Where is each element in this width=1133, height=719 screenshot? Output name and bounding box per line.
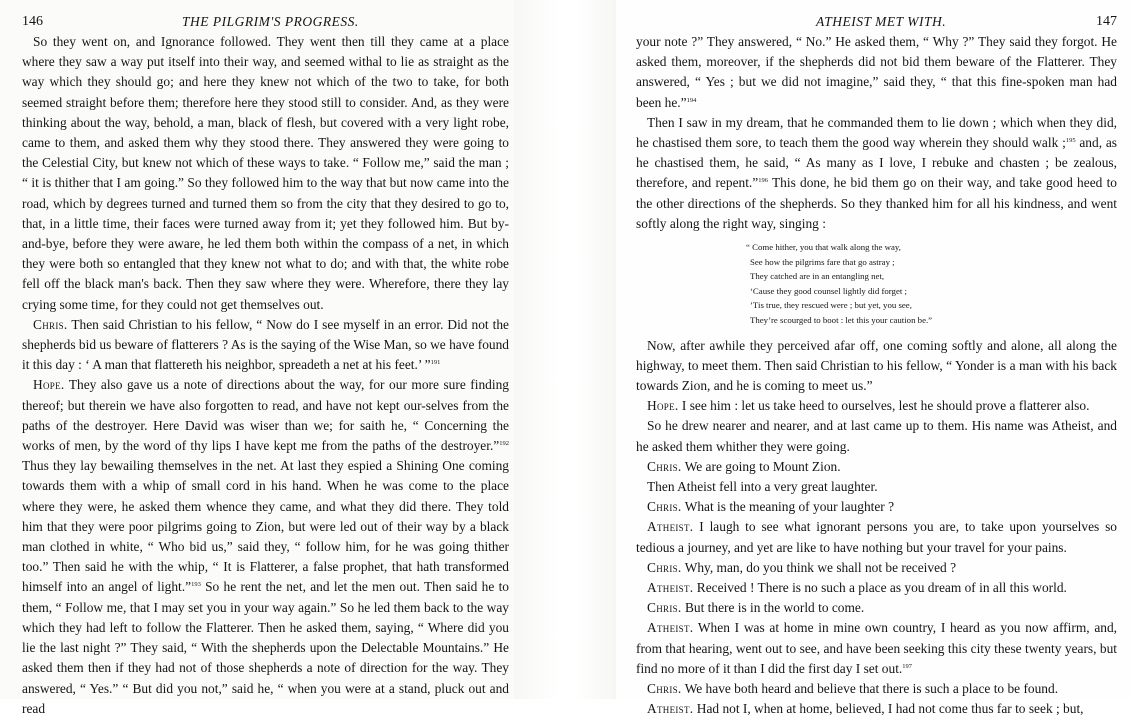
paragraph bbox=[22, 375, 509, 718]
paragraph-text: When I was at home in mine own country, I heard as you now affirm, and, from that hearing, went out to see, and have been seeking this city these twenty years, but find no more of it than I did the first day I set out. bbox=[636, 620, 1117, 676]
paragraph bbox=[636, 336, 1117, 397]
left-page bbox=[0, 0, 514, 716]
dialogue-line bbox=[636, 699, 1117, 719]
poem-line: “ Come hither, you that walk along the way, bbox=[746, 242, 901, 253]
paragraph bbox=[636, 113, 1117, 234]
book-gutter bbox=[514, 0, 616, 699]
paragraph-text: I see him : let us take heed to ourselves, lest he should prove a flatterer also. bbox=[681, 398, 1090, 414]
paragraph bbox=[636, 396, 1117, 416]
paragraph-text: Thus they lay bewailing themselves in the net. At last they espied a Shining One coming towards them with a whip of small cord in his hand. When he was come to the place where they were, he asked them whence they came, and what they did there. They told him that they were poor pilgrims going to Zion, but were led out of their way by a black man clothed in white, “ Who bid us,” said they, “ follow him, for he was going thither too.” Then said he with the whip, “ It is Flatterer, a false prophet, that hath transformed himself into an angel of light.” bbox=[22, 458, 509, 595]
speaker-label: Hope. bbox=[647, 398, 679, 414]
speaker-label: Chris. bbox=[647, 681, 682, 697]
speaker-label: Hope. bbox=[33, 377, 65, 393]
left-page-header bbox=[22, 0, 509, 32]
paragraph-text: Then said Christian to his fellow, “ Now do I see myself in an error. Did not the shepherds bid us beware of flatterers ? As is the saying of the Wise Man, so we have found it this day : ‘ A man that flattereth his neighbor, spreadeth a net at his feet.’ ” bbox=[22, 316, 509, 373]
dialogue-line bbox=[636, 558, 1117, 578]
speaker-label: Chris. bbox=[33, 316, 68, 332]
paragraph bbox=[22, 315, 509, 376]
footnote-ref: 197 bbox=[902, 662, 913, 670]
right-page-text bbox=[636, 32, 1117, 719]
speaker-label: Chris. bbox=[647, 499, 682, 515]
page-number: 146 bbox=[22, 14, 43, 29]
dialogue-line bbox=[636, 598, 1117, 618]
paragraph-text: Received ! There is no such a place as you dream of in all this world. bbox=[696, 580, 1067, 596]
dialogue-line bbox=[636, 679, 1117, 699]
dialogue-line bbox=[636, 497, 1117, 517]
footnote-ref: 191 bbox=[430, 359, 441, 367]
poem-line: See how the pilgrims fare that go astray ; bbox=[750, 256, 895, 267]
speaker-label: Atheist. bbox=[647, 620, 694, 636]
speaker-label: Chris. bbox=[647, 559, 682, 575]
speaker-label: Chris. bbox=[647, 600, 682, 616]
poem-line: ’Tis true, they rescued were ; but yet, you see, bbox=[750, 300, 912, 311]
paragraph bbox=[636, 32, 1117, 113]
paragraph-text: We are going to Mount Zion. bbox=[684, 458, 841, 474]
paragraph-text: your note ?” They answered, “ No.” He asked them, “ Why ?” They said they forgot. He asked them, moreover, if the shepherds did not bid them beware of the Flatterer. They answered, “ Yes ; but we did not imagine,” said they, “ that this fine-spoken man had been he.” bbox=[636, 34, 1117, 110]
running-head: ATHEIST MET WITH. bbox=[816, 14, 947, 29]
footnote-ref: 193 bbox=[191, 581, 201, 589]
poem bbox=[746, 240, 1117, 328]
speaker-label: Chris. bbox=[647, 458, 682, 474]
paragraph-text: Why, man, do you think we shall not be received ? bbox=[684, 559, 957, 575]
dialogue-line bbox=[636, 477, 1117, 497]
paragraph-text: But there is in the world to come. bbox=[684, 600, 865, 616]
page-number: 147 bbox=[1096, 14, 1117, 29]
paragraph-text: Now, after awhile they perceived afar off, one coming softly and alone, all along the highway, to meet them. Then said Christian to his fellow, “ Yonder is a man with his back towards Zion, and he is coming to meet us.” bbox=[636, 337, 1117, 393]
footnote-ref: 194 bbox=[686, 96, 697, 104]
footnote-ref: 192 bbox=[499, 440, 509, 448]
dialogue-line bbox=[636, 618, 1117, 679]
paragraph-text: Had not I, when at home, believed, I had not come thus far to seek ; but, bbox=[696, 701, 1084, 717]
right-page bbox=[616, 0, 1133, 717]
right-page-header bbox=[636, 0, 1117, 32]
poem-line: ‘Cause they good counsel lightly did forget ; bbox=[750, 285, 907, 296]
dialogue-line bbox=[636, 457, 1117, 477]
paragraph-text: Then I saw in my dream, that he commanded them to lie down ; which when they did, he chastised them sore, to teach them the good way wherein they should walk ; bbox=[636, 114, 1117, 151]
paragraph-text: So he drew nearer and nearer, and at last came up to them. His name was Atheist, and he asked them whither they were going. bbox=[636, 418, 1117, 454]
dialogue-line bbox=[636, 578, 1117, 598]
speaker-label: Atheist. bbox=[647, 701, 694, 717]
paragraph bbox=[22, 32, 509, 315]
left-page-text bbox=[22, 32, 509, 719]
paragraph-text: We have both heard and believe that there is such a place to be found. bbox=[684, 681, 1059, 697]
speaker-label: Atheist. bbox=[647, 519, 694, 535]
paragraph-text: So they went on, and Ignorance followed. They went then till they came at a place where they saw a way put itself into their way, and seemed withal to lie as straight as the way which they should go; and here they knew not which of the two to take, for both seemed straight before them; therefore here they stood still to consider. And, as they were thinking about the way, behold, a man, black of flesh, but covered with a very light robe, came to them, and asked them why they stood there. They answered they were going to the Celestial City, but knew not which of these ways to take. “ Follow me,” said the man ; “ it is thither that I am going.” So they followed him to the way that but now came into the road, which by degrees turned and turned them so from the city that they desired to go to, that, in a little time, their faces were turned away from it; yet they followed him. But by-and-bye, before they were aware, he led them both within the compass of a net, in which they were both so entangled that they knew not what to do; and with that, the white robe fell off the black man's back. Then they saw where they were. Wherefore, there they lay crying some time, for they could not get themselves out. bbox=[22, 34, 509, 312]
paragraph-text: They also gave us a note of directions about the way, for our more sure finding thereof; but therein we have also forgotten to read, and have not kept our-selves from the paths of the destroyer. Here David was wiser than we; for saith he, “ Concerning the works of men, by the word of thy lips I have kept me from the paths of the destroyer.” bbox=[22, 377, 509, 454]
paragraph-text: What is the meaning of your laughter ? bbox=[684, 499, 895, 515]
footnote-ref: 196 bbox=[758, 177, 768, 185]
poem-line: They’re scourged to boot : let this your caution be.” bbox=[750, 315, 933, 325]
paragraph bbox=[636, 416, 1117, 456]
dialogue-line bbox=[636, 517, 1117, 557]
paragraph-text: I laugh to see what ignorant persons you are, to take upon yourselves so tedious a journey, and yet are like to have nothing but your travel for your pains. bbox=[636, 519, 1117, 555]
paragraph-text: This done, he bid them go on their way, and take good heed to the other directions of the shepherds. So they thanked him for all his kindness, and went softly along the right way, singing : bbox=[636, 175, 1117, 231]
poem-line: They catched are in an entangling net, bbox=[750, 271, 885, 282]
paragraph-text: So he rent the net, and let the men out. Then said he to them, “ Follow me, that I may set you in your way again.” So he led them back to the way which they had left to follow the Flatterer. Then he asked them, saying, “ Where did you lie the last night ?” They said, “ With the shepherds upon the Delectable Mountains.” He asked them then if they had not of those shepherds a note of direction for the way. They answered, “ Yes.” “ But did you not,” said he, “ when you were at a stand, pluck out and read bbox=[22, 579, 509, 716]
running-head: THE PILGRIM'S PROGRESS. bbox=[182, 14, 359, 29]
speaker-label: Atheist. bbox=[647, 580, 694, 596]
paragraph-text: Then Atheist fell into a very great laughter. bbox=[647, 479, 878, 495]
footnote-ref: 195 bbox=[1065, 137, 1076, 145]
paragraph-text: and, as he chastised them, he said, “ As many as I love, I rebuke and chasten ; be zealous, therefore, and repent.” bbox=[636, 135, 1117, 191]
